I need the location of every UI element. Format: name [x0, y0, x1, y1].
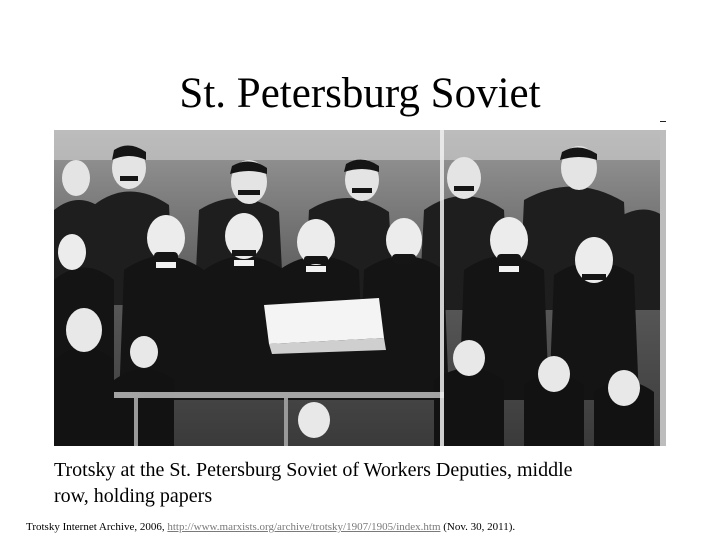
caption-line-1: Trotsky at the St. Petersburg Soviet of Workers Deputies, middle — [54, 459, 573, 481]
source-citation — [26, 520, 515, 534]
source-prefix: Trotsky Internet Archive, 2006, — [26, 521, 168, 533]
group-photo-drawing — [54, 130, 666, 446]
photo-caption — [54, 457, 694, 509]
small-dash-mark — [660, 121, 666, 122]
group-photo — [54, 130, 666, 446]
caption-line-2: row, holding papers — [54, 485, 213, 507]
source-suffix: (Nov. 30, 2011). — [440, 521, 516, 533]
slide-title: St. Petersburg Soviet — [179, 70, 541, 117]
source-link[interactable]: http://www.marxists.org/archive/trotsky/1907/1905/index.htm — [167, 521, 441, 533]
